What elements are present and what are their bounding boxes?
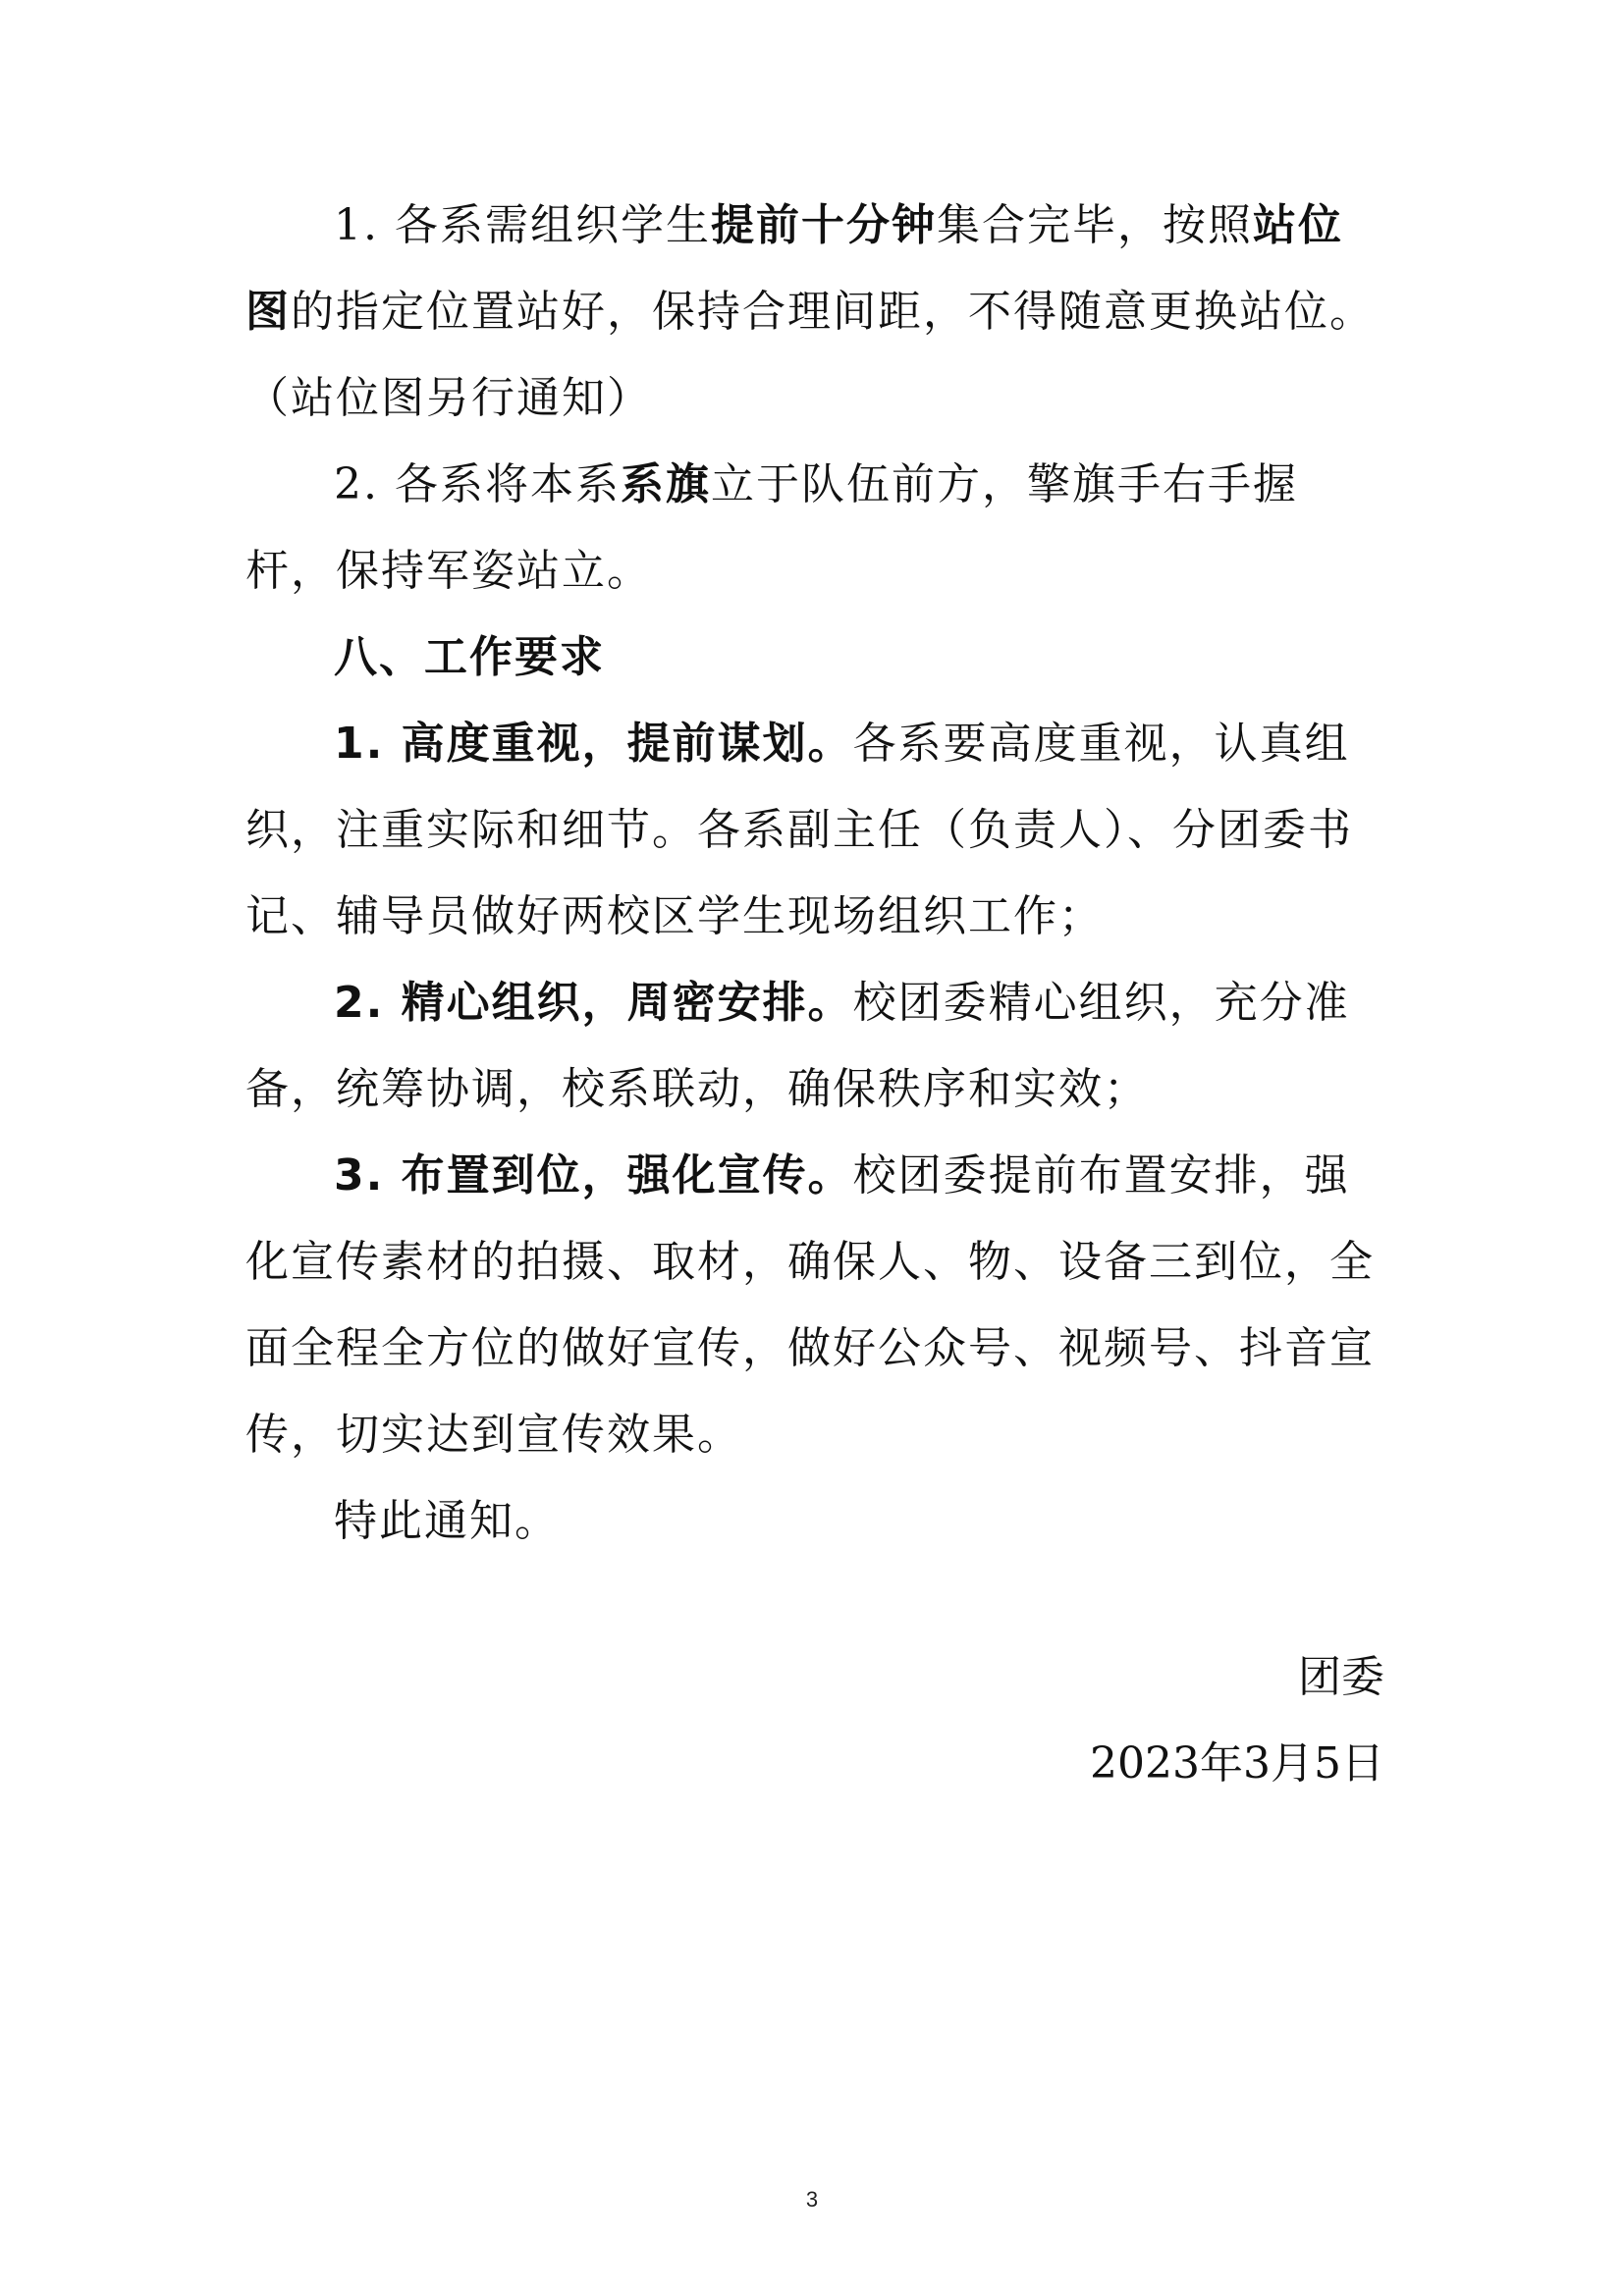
requirement-lead: 3. 布置到位，强化宣传。 — [334, 1150, 853, 1201]
paragraph-assembly — [245, 183, 1384, 442]
requirement-lead: 2. 精心组织，周密安排。 — [334, 978, 853, 1028]
text-run: 各系要高度重视，认真组织，注重实际和细节。各系副主任（负责人）、分团委书记、辅导员做好两校区学生现场组织工作； — [245, 719, 1353, 941]
text-run: 1. 各系需组织学生 — [334, 200, 711, 250]
text-run: 校团委提前布置安排，强化宣传素材的拍摄、取材，确保人、物、设备三到位，全面全程全方位的做好宣传，做好公众号、视频号、抖音宣传，切实达到宣传效果。 — [245, 1150, 1375, 1460]
signature-block — [1090, 1634, 1384, 1807]
closing-line: 特此通知。 — [334, 1496, 560, 1546]
text-run: 校团委精心组织，充分准备，统筹协调，校系联动，确保秩序和实效； — [245, 978, 1350, 1114]
page-number: 3 — [805, 2187, 819, 2212]
emphasis-text: 提前十分钟 — [710, 200, 937, 250]
paragraph-flags — [245, 442, 1384, 614]
requirement-lead: 1. 高度重视，提前谋划。 — [334, 719, 853, 769]
text-run: 的指定位置站好，保持合理间距，不得随意更换站位。（站位图另行通知） — [245, 287, 1375, 423]
document-body — [245, 183, 1384, 1565]
section-heading: 八、工作要求 — [334, 632, 605, 682]
signature-date: 2023年3月5日 — [1090, 1738, 1384, 1789]
emphasis-text: 系旗 — [620, 459, 711, 509]
text-run: 集合完毕，按照 — [936, 200, 1253, 250]
text-run: 立于队伍前方，擎旗手右手握杆，保持军姿站立。 — [245, 459, 1298, 596]
emphasis-text: 站位图 — [245, 200, 1343, 337]
requirement-item-1 — [245, 701, 1384, 960]
requirement-item-3 — [245, 1133, 1384, 1478]
text-run: 2. 各系将本系 — [334, 459, 621, 509]
requirement-item-2 — [245, 960, 1384, 1133]
signature-org: 团委 — [1298, 1652, 1384, 1702]
